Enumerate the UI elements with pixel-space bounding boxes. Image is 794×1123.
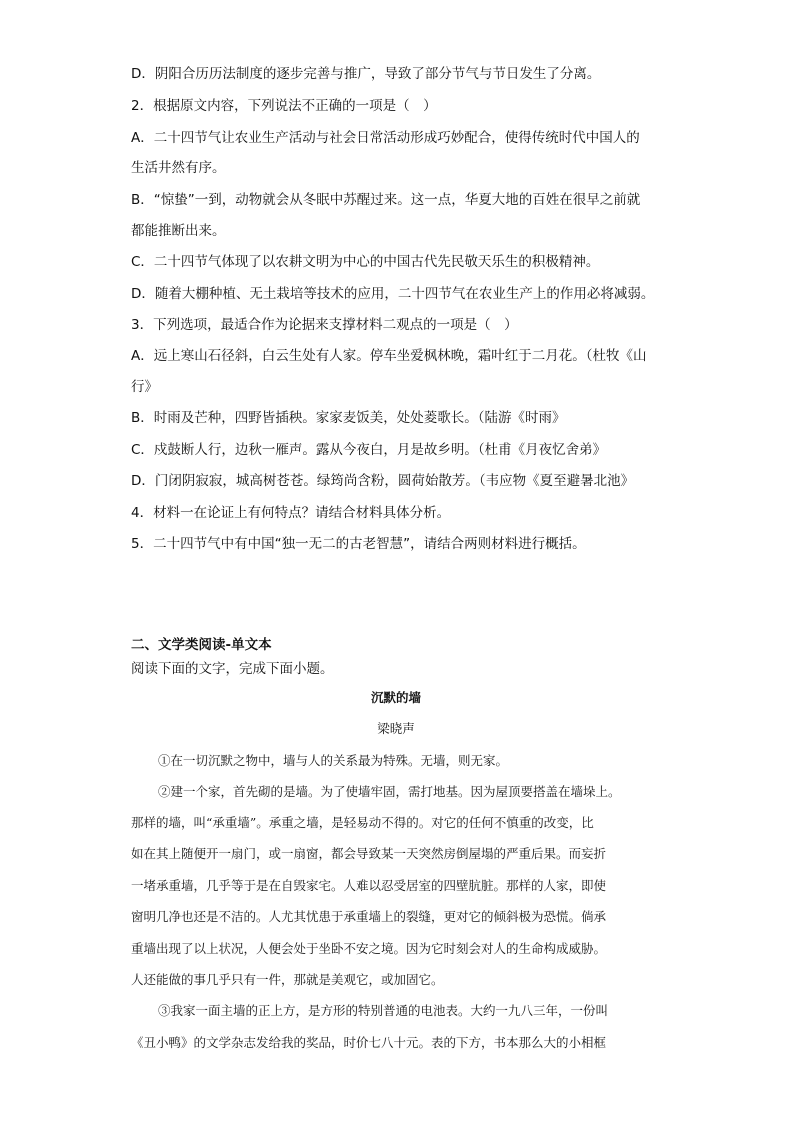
question-line: 行》 <box>131 379 158 395</box>
article-title: 沉默的墙 <box>370 690 421 705</box>
question-line: 生活井然有序。 <box>131 160 226 176</box>
article-author: 梁晓声 <box>377 721 415 736</box>
question-line: C．戍鼓断人行，边秋一雁声。露从今夜白，月是故乡明。（杜甫《月夜忆舍弟》 <box>131 442 607 458</box>
question-line: D．阴阳合历历法制度的逐步完善与推广，导致了部分节气与节日发生了分离。 <box>131 66 601 82</box>
article-line: ③我家一面主墙的正上方，是方形的特别普通的电池表。大约一九八三年，一份叫 <box>158 1003 609 1018</box>
question-line: B．时雨及芒种，四野皆插秧。家家麦饭美，处处菱歌长。（陆游《时雨》 <box>131 410 566 426</box>
article-line: 重墙出现了以上状况，人便会处于坐卧不安之境。因为它时刻会对人的生命构成威胁。 <box>131 941 607 956</box>
question-line: 4．材料一在论证上有何特点？请结合材料具体分析。 <box>131 505 451 521</box>
question-line: B．“惊蛰”一到，动物就会从冬眠中苏醒过来。这一点，华夏大地的百姓在很早之前就 <box>131 192 641 208</box>
question-line: C．二十四节气体现了以农耕文明为中心的中国古代先民敬天乐生的积极精神。 <box>131 254 600 270</box>
question-line: 都能推断出来。 <box>131 223 226 239</box>
article-line: 窗明几净也还是不洁的。人尤其忧患于承重墙上的裂缝，更对它的倾斜极为恐慌。倘承 <box>131 909 607 924</box>
section-title: 二、文学类阅读-单文本 <box>131 637 272 653</box>
article-line: ②建一个家，首先砌的是墙。为了使墙牢固，需打地基。因为屋顶要搭盖在墙垛上。 <box>158 784 621 799</box>
article-line: ①在一切沉默之物中，墙与人的关系最为特殊。无墙，则无家。 <box>158 753 509 768</box>
article-line: 一堵承重墙，几乎等于是在自毁家宅。人难以忍受居室的四壁肮脏。那样的人家，即使 <box>131 878 607 893</box>
question-line: 5．二十四节气中有中国“独一无二的古老智慧”，请结合两则材料进行概括。 <box>131 536 586 552</box>
article-line: 如在其上随便开一扇门，或一扇窗，都会导致某一天突然房倒屋塌的严重后果。而妄折 <box>131 846 607 861</box>
article-line: 《丑小鸭》的文学杂志发给我的奖品，时价七八十元。表的下方，书本那么大的小相框 <box>131 1035 607 1050</box>
question-line: A．远上寒山石径斜，白云生处有人家。停车坐爱枫林晚，霜叶红于二月花。（杜牧《山 <box>131 348 647 364</box>
question-line: D．门闭阴寂寂，城高树苍苍。绿筠尚含粉，圆荷始散芳。（韦应物《夏至避暑北池》 <box>131 473 635 489</box>
question-line: A．二十四节气让农业生产活动与社会日常活动形成巧妙配合，使得传统时代中国人的 <box>131 130 640 146</box>
question-line: D．随着大棚种植、无土栽培等技术的应用，二十四节气在农业生产上的作用必将减弱。 <box>131 286 655 302</box>
section-instruction: 阅读下面的文字，完成下面小题。 <box>131 661 334 677</box>
question-line: 3．下列选项，最适合作为论据来支撑材料二观点的一项是（ ） <box>131 317 518 333</box>
article-line: 人还能做的事几乎只有一件，那就是美观它，或加固它。 <box>131 972 444 987</box>
question-line: 2．根据原文内容，下列说法不正确的一项是（ ） <box>131 98 437 114</box>
article-line: 那样的墙，叫“承重墙”。承重之墙，是轻易动不得的。对它的任何不慎重的改变，比 <box>131 815 594 830</box>
